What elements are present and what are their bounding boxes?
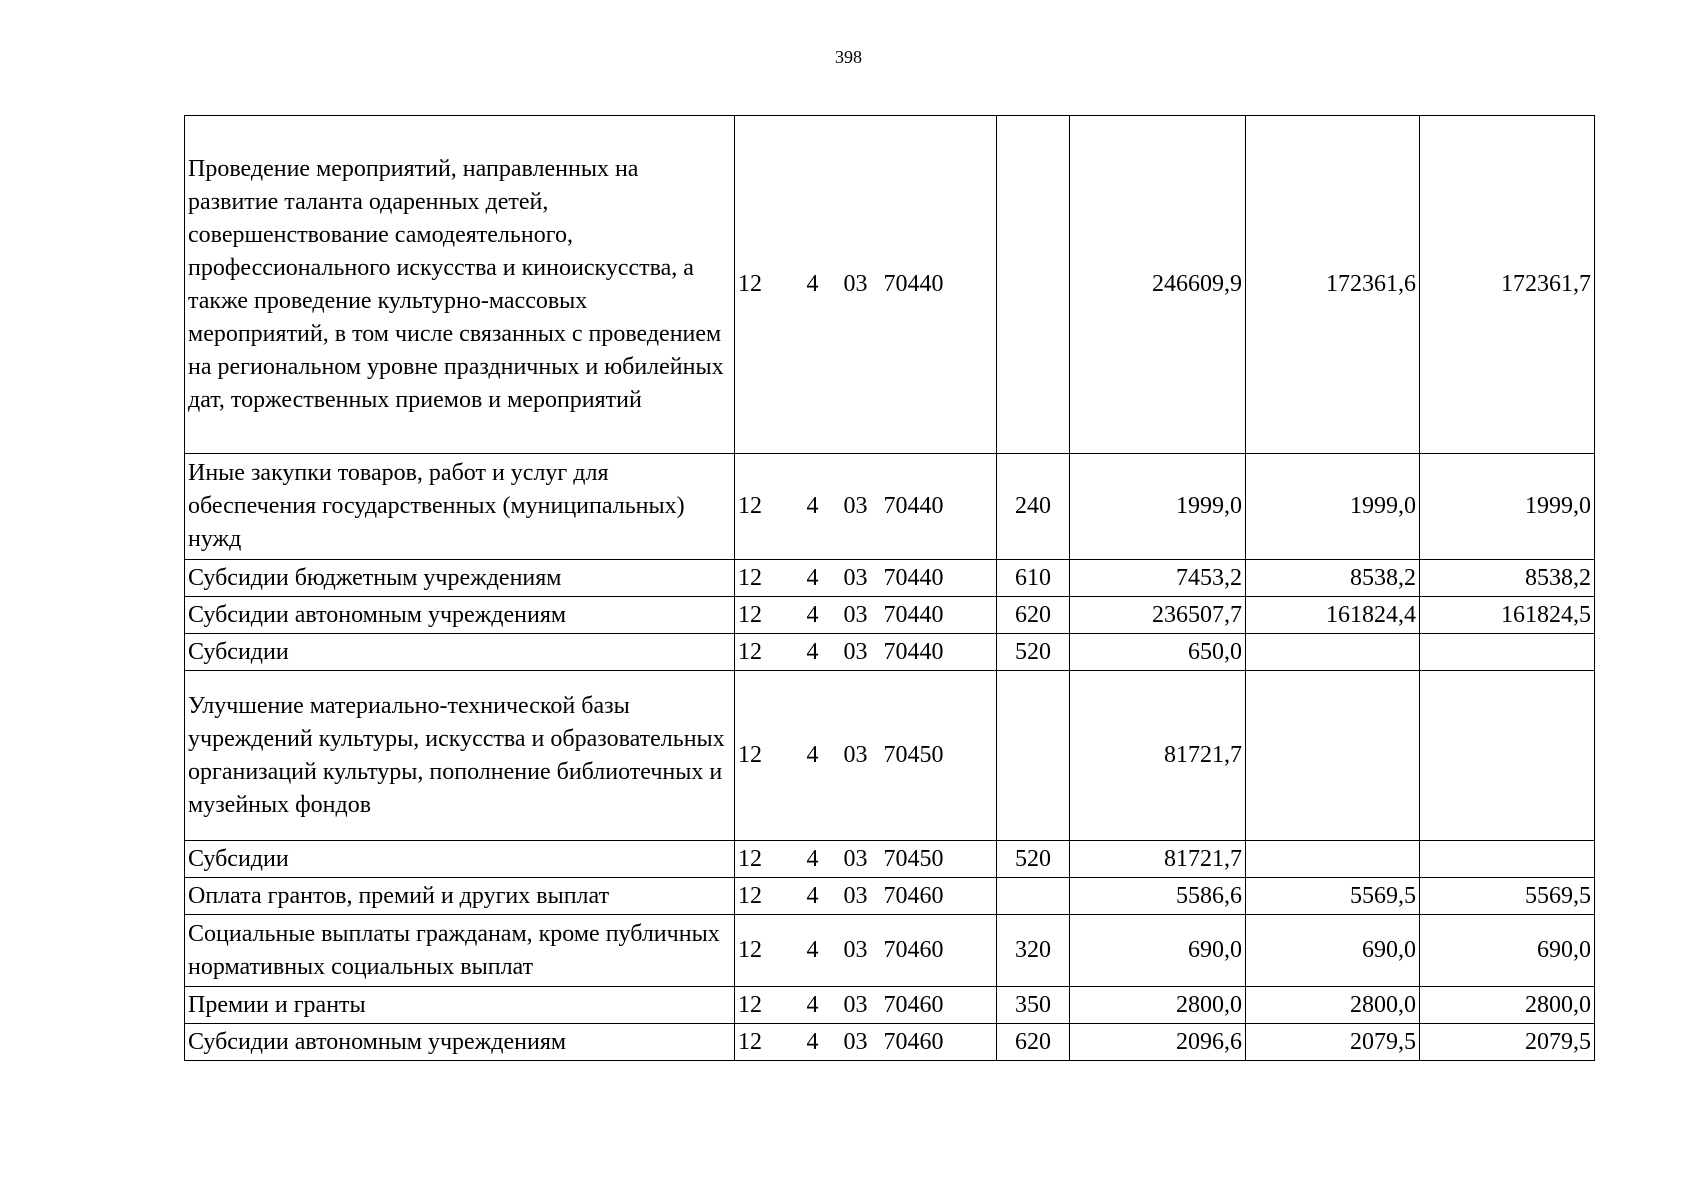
code-direction: 70440 [881,597,997,634]
table-row [185,671,1595,841]
amount-year-2: 1999,0 [1246,454,1420,560]
code-section: 12 [735,1024,795,1061]
code-subprogram: 03 [831,671,881,841]
amount-year-2: 2079,5 [1246,1024,1420,1061]
row-name: Улучшение материально-технической базы учреждений культуры, искусства и образовательных организаций культуры, пополнение библиотечных и музейных фондов [185,671,735,841]
expense-type: 520 [997,634,1070,671]
code-section: 12 [735,915,795,987]
code-program: 4 [795,597,831,634]
amount-year-2 [1246,841,1420,878]
row-name: Субсидии [185,841,735,878]
table-row [185,597,1595,634]
table-row [185,915,1595,987]
row-name: Премии и гранты [185,987,735,1024]
code-program: 4 [795,634,831,671]
code-direction: 70440 [881,560,997,597]
code-section: 12 [735,634,795,671]
amount-year-1: 5586,6 [1070,878,1246,915]
expense-type: 620 [997,597,1070,634]
amount-year-1: 81721,7 [1070,671,1246,841]
expense-type: 320 [997,915,1070,987]
code-program: 4 [795,987,831,1024]
amount-year-1: 246609,9 [1070,116,1246,454]
code-subprogram: 03 [831,634,881,671]
amount-year-3 [1420,671,1595,841]
code-direction: 70440 [881,634,997,671]
amount-year-2: 5569,5 [1246,878,1420,915]
code-program: 4 [795,671,831,841]
row-name: Субсидии автономным учреждениям [185,1024,735,1061]
page-number: 398 [835,47,862,67]
expense-type: 610 [997,560,1070,597]
amount-year-1: 236507,7 [1070,597,1246,634]
row-name: Иные закупки товаров, работ и услуг для обеспечения государственных (муниципальных) нужд [185,454,735,560]
code-subprogram: 03 [831,915,881,987]
code-program: 4 [795,1024,831,1061]
code-subprogram: 03 [831,1024,881,1061]
code-direction: 70450 [881,841,997,878]
amount-year-2: 8538,2 [1246,560,1420,597]
amount-year-2 [1246,671,1420,841]
amount-year-2: 161824,4 [1246,597,1420,634]
row-name: Субсидии [185,634,735,671]
table-row [185,878,1595,915]
code-section: 12 [735,560,795,597]
row-name: Субсидии бюджетным учреждениям [185,560,735,597]
code-direction: 70460 [881,987,997,1024]
amount-year-3 [1420,841,1595,878]
code-direction: 70440 [881,454,997,560]
amount-year-1: 650,0 [1070,634,1246,671]
code-program: 4 [795,116,831,454]
budget-table-body [185,116,1595,1061]
budget-table [184,115,1595,1061]
row-name: Оплата грантов, премий и других выплат [185,878,735,915]
expense-type [997,671,1070,841]
expense-type: 350 [997,987,1070,1024]
code-program: 4 [795,454,831,560]
amount-year-3: 5569,5 [1420,878,1595,915]
code-subprogram: 03 [831,116,881,454]
table-row [185,634,1595,671]
expense-type: 520 [997,841,1070,878]
amount-year-2: 690,0 [1246,915,1420,987]
code-subprogram: 03 [831,597,881,634]
amount-year-3: 172361,7 [1420,116,1595,454]
table-row [185,116,1595,454]
table-row [185,1024,1595,1061]
code-section: 12 [735,841,795,878]
code-subprogram: 03 [831,560,881,597]
amount-year-3 [1420,634,1595,671]
code-section: 12 [735,878,795,915]
amount-year-1: 7453,2 [1070,560,1246,597]
amount-year-3: 690,0 [1420,915,1595,987]
code-section: 12 [735,987,795,1024]
code-program: 4 [795,915,831,987]
table-row [185,987,1595,1024]
code-program: 4 [795,841,831,878]
table-row [185,560,1595,597]
code-direction: 70460 [881,878,997,915]
expense-type: 620 [997,1024,1070,1061]
amount-year-3: 2800,0 [1420,987,1595,1024]
code-program: 4 [795,878,831,915]
amount-year-1: 2096,6 [1070,1024,1246,1061]
amount-year-3: 161824,5 [1420,597,1595,634]
code-subprogram: 03 [831,878,881,915]
table-row [185,841,1595,878]
row-name: Субсидии автономным учреждениям [185,597,735,634]
code-direction: 70460 [881,915,997,987]
code-subprogram: 03 [831,454,881,560]
code-direction: 70450 [881,671,997,841]
code-section: 12 [735,116,795,454]
expense-type [997,878,1070,915]
amount-year-3: 8538,2 [1420,560,1595,597]
code-subprogram: 03 [831,841,881,878]
amount-year-1: 81721,7 [1070,841,1246,878]
amount-year-1: 1999,0 [1070,454,1246,560]
row-name: Социальные выплаты гражданам, кроме публичных нормативных социальных выплат [185,915,735,987]
code-program: 4 [795,560,831,597]
code-section: 12 [735,671,795,841]
amount-year-1: 690,0 [1070,915,1246,987]
expense-type: 240 [997,454,1070,560]
amount-year-3: 2079,5 [1420,1024,1595,1061]
code-section: 12 [735,597,795,634]
table-row [185,454,1595,560]
expense-type [997,116,1070,454]
code-subprogram: 03 [831,987,881,1024]
amount-year-3: 1999,0 [1420,454,1595,560]
amount-year-2: 2800,0 [1246,987,1420,1024]
amount-year-2: 172361,6 [1246,116,1420,454]
code-direction: 70460 [881,1024,997,1061]
code-direction: 70440 [881,116,997,454]
amount-year-2 [1246,634,1420,671]
code-section: 12 [735,454,795,560]
amount-year-1: 2800,0 [1070,987,1246,1024]
row-name: Проведение мероприятий, направленных на развитие таланта одаренных детей, совершенствование самодеятельного, профессионального искусства и киноискусства, а также проведение культурно-массовых мероприятий, в том числе связанных с проведением на региональном уровне праздничных и юбилейных дат, торжественных приемов и мероприятий [185,116,735,454]
